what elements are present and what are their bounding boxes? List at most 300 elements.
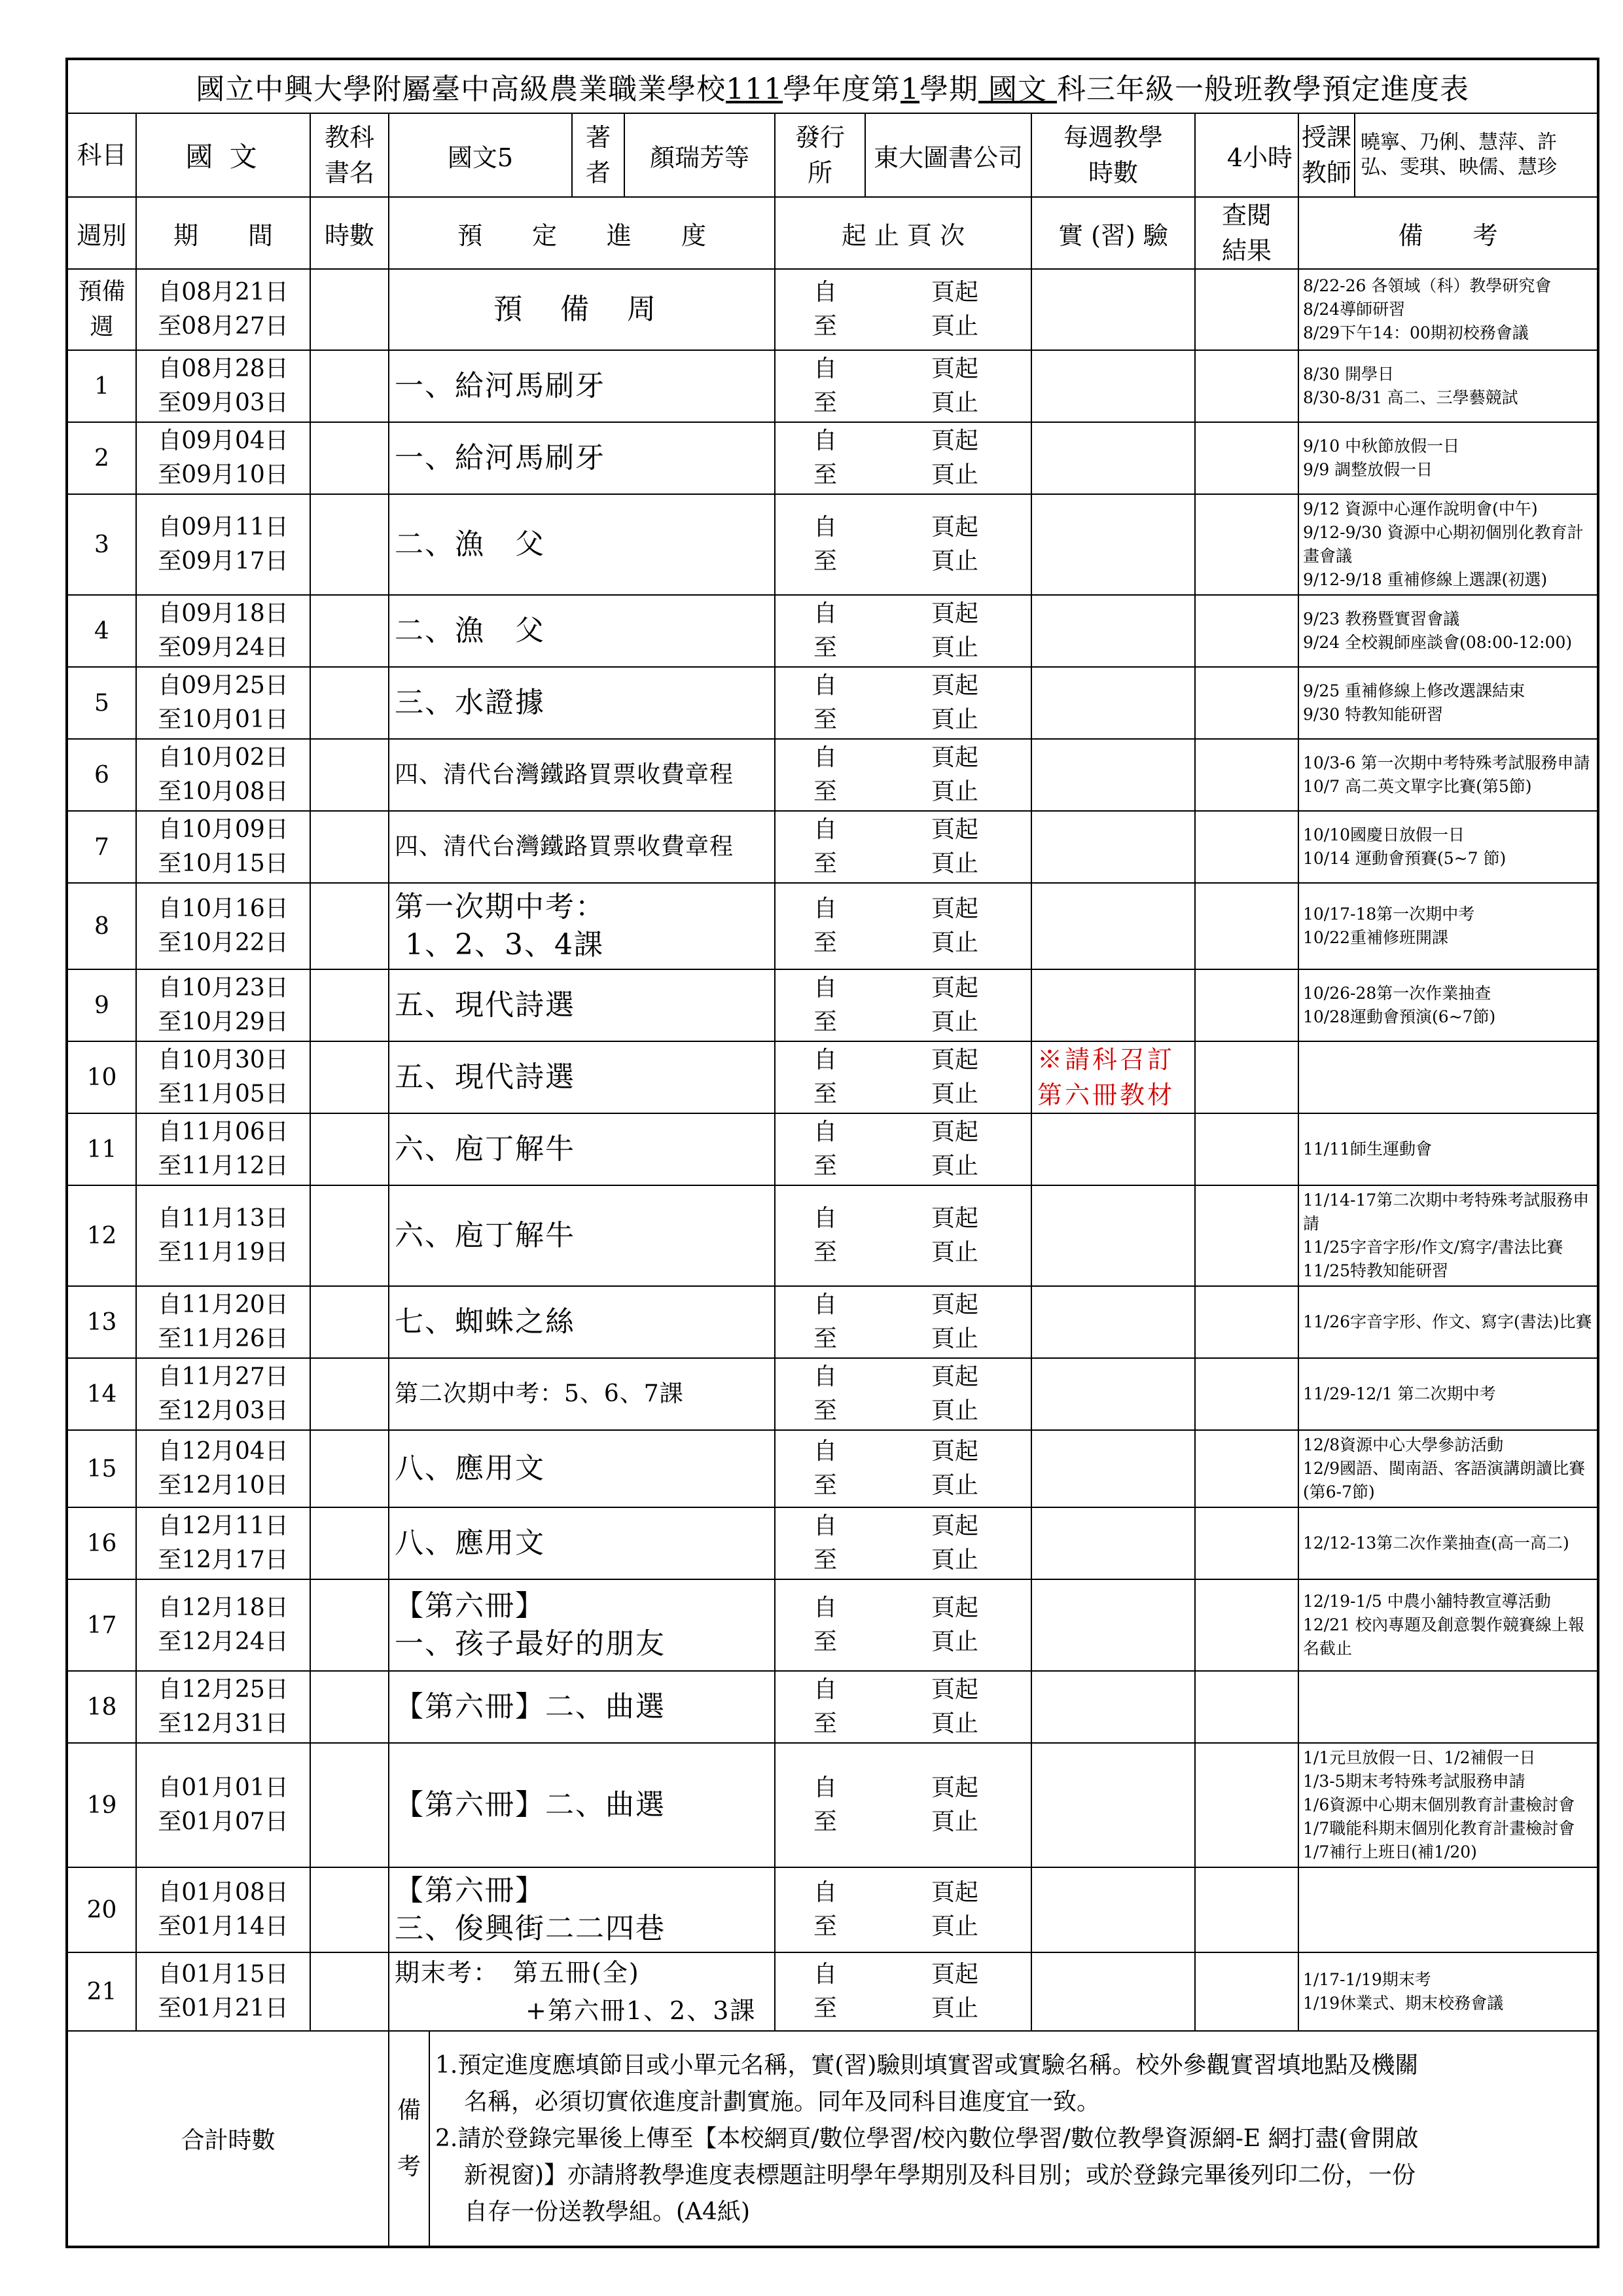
total-hours-label: 合計時數: [67, 2031, 389, 2247]
review-cell[interactable]: [1195, 269, 1298, 350]
pages-cell: [775, 422, 1031, 494]
week-row: [67, 1671, 1598, 1743]
experiment-cell: [1031, 1952, 1195, 2031]
progress-text: 八、應用文: [395, 1452, 545, 1485]
experiment-cell: [1031, 1358, 1195, 1430]
hours-cell[interactable]: [310, 1041, 389, 1113]
period-from: 自09月11日: [158, 514, 289, 541]
page-to: 至 頁止: [813, 1628, 979, 1655]
experiment-cell: [1031, 1185, 1195, 1286]
page-from: 自 頁起: [813, 1676, 979, 1703]
pages-cell: [775, 1579, 1031, 1671]
period-from: 自12月04日: [158, 1438, 289, 1465]
review-cell[interactable]: [1195, 739, 1298, 811]
col-hours: 時數: [310, 197, 389, 269]
page-to: 至 頁止: [813, 706, 979, 733]
progress-cell: [389, 422, 775, 494]
page-to: 至 頁止: [813, 461, 979, 488]
remarks-cell: [1298, 811, 1598, 883]
page-from: 自 頁起: [813, 279, 979, 306]
remarks-cell: [1298, 1430, 1598, 1507]
progress-text: 第二次期中考：5、6、7課: [395, 1380, 684, 1407]
pages-cell: [775, 1867, 1031, 1952]
remark-line: 9/12 資源中心運作說明會(中午): [1303, 499, 1538, 518]
remark-line: 11/11師生運動會: [1303, 1139, 1433, 1158]
review-cell[interactable]: [1195, 1952, 1298, 2031]
remark-line: 9/12-9/30 資源中心期初個別化教育計畫會議: [1303, 523, 1584, 565]
remark-line: 11/14-17第二次期中考特殊考試服務申請: [1303, 1191, 1590, 1233]
week-row: [67, 1867, 1598, 1952]
remark-line: 12/12-13第二次作業抽查(高一高二): [1303, 1534, 1569, 1552]
period-cell: [136, 1430, 310, 1507]
col-period: 期 間: [136, 197, 310, 269]
review-cell[interactable]: [1195, 1185, 1298, 1286]
pages-cell: [775, 969, 1031, 1041]
week-row: [67, 1286, 1598, 1358]
subject-value: 國 文: [136, 113, 310, 197]
remarks-cell: [1298, 1185, 1598, 1286]
progress-text: 七、蜘蛛之絲: [395, 1305, 575, 1338]
week-row: [67, 269, 1598, 350]
period-cell: [136, 1041, 310, 1113]
remark-line: 12/21 校內專題及創意製作競賽線上報名截止: [1303, 1615, 1584, 1658]
week-row: [67, 739, 1598, 811]
progress-cell: [389, 1185, 775, 1286]
hours-cell[interactable]: [310, 1113, 389, 1185]
page-from: 自 頁起: [813, 1363, 979, 1390]
week-number: 20: [67, 1867, 136, 1952]
review-cell[interactable]: [1195, 1507, 1298, 1579]
remark-line: 9/24 全校親師座談會(08:00-12:00): [1303, 633, 1573, 652]
remark-line: 9/23 教務暨實習會議: [1303, 609, 1460, 628]
week-number: 4: [67, 595, 136, 667]
hours-label: 每週教學時數: [1031, 113, 1195, 197]
period-to: 至12月03日: [158, 1397, 289, 1424]
page-to: 至 頁止: [813, 929, 979, 956]
progress-text: 三、水證據: [395, 686, 545, 719]
remarks-cell: [1298, 269, 1598, 350]
col-experiment: 實 (習) 驗: [1031, 197, 1195, 269]
remark-line: 10/3-6 第一次期中考特殊考試服務申請: [1303, 753, 1590, 772]
pages-cell: [775, 1185, 1031, 1286]
period-from: 自10月30日: [158, 1047, 289, 1073]
pages-cell: [775, 811, 1031, 883]
hours-cell[interactable]: [310, 1286, 389, 1358]
page-to: 至 頁止: [813, 778, 979, 805]
col-progress: 預 定 進 度: [389, 197, 775, 269]
progress-cell: [389, 1867, 775, 1952]
title-term: 1: [901, 73, 920, 106]
title-mid: 學年度第: [783, 73, 901, 106]
period-cell: [136, 269, 310, 350]
hours-cell[interactable]: [310, 1579, 389, 1671]
document-title: [67, 59, 1598, 113]
week-number: 12: [67, 1185, 136, 1286]
week-row: [67, 350, 1598, 422]
page-to: 至 頁止: [813, 850, 979, 877]
period-to: 至12月24日: [158, 1628, 289, 1655]
period-cell: [136, 595, 310, 667]
pages-cell: [775, 667, 1031, 739]
week-row: [67, 1579, 1598, 1671]
week-number: 5: [67, 667, 136, 739]
period-from: 自10月02日: [158, 744, 289, 771]
pages-cell: [775, 1671, 1031, 1743]
experiment-cell: [1031, 422, 1195, 494]
page-from: 自 頁起: [813, 427, 979, 454]
progress-cell: [389, 969, 775, 1041]
review-cell[interactable]: [1195, 811, 1298, 883]
period-to: 至10月29日: [158, 1009, 289, 1035]
page-from: 自 頁起: [813, 816, 979, 843]
experiment-cell: [1031, 269, 1195, 350]
period-to: 至11月05日: [158, 1081, 289, 1107]
experiment-cell: [1031, 667, 1195, 739]
hours-cell[interactable]: [310, 739, 389, 811]
week-number: 預備週: [67, 269, 136, 350]
teacher-label: 授課教師: [1298, 113, 1355, 197]
page-to: 至 頁止: [813, 1710, 979, 1737]
remark-line: 1/19休業式、期末校務會議: [1303, 1994, 1504, 2013]
remark-line: 8/29下午14：00期初校務會議: [1303, 323, 1529, 342]
remark-2b: 新視窗)】亦請將教學進度表標題註明學年學期別及科目別；或於登錄完畢後列印二份，一份: [464, 2161, 1416, 2189]
page-from: 自 頁起: [813, 1594, 979, 1621]
page-to: 至 頁止: [813, 1397, 979, 1424]
remarks-cell: [1298, 1867, 1598, 1952]
remark-line: 12/8資源中心大學參訪活動: [1303, 1435, 1504, 1454]
progress-cell: [389, 494, 775, 595]
pages-cell: [775, 1507, 1031, 1579]
week-number: 14: [67, 1358, 136, 1430]
week-row: [67, 1113, 1598, 1185]
progress-cell: [389, 1286, 775, 1358]
hours-cell[interactable]: [310, 1185, 389, 1286]
progress-text: 五、現代詩選: [395, 988, 575, 1022]
week-row: [67, 667, 1598, 739]
period-cell: [136, 1507, 310, 1579]
period-from: 自08月28日: [158, 355, 289, 382]
page-from: 自 頁起: [813, 744, 979, 771]
period-cell: [136, 667, 310, 739]
remark-line: 9/12-9/18 重補修線上選課(初選): [1303, 570, 1548, 589]
period-cell: [136, 1671, 310, 1743]
remark-line: 1/1元旦放假一日、1/2補假一日: [1303, 1748, 1536, 1767]
period-to: 至09月03日: [158, 389, 289, 416]
period-to: 至10月01日: [158, 706, 289, 733]
remark-line: 8/22-26 各領域（科）教學研究會: [1303, 276, 1552, 295]
week-number: 1: [67, 350, 136, 422]
experiment-cell: [1031, 1507, 1195, 1579]
page-from: 自 頁起: [813, 1438, 979, 1465]
experiment-cell: [1031, 1041, 1195, 1113]
period-cell: [136, 1579, 310, 1671]
review-cell[interactable]: [1195, 1743, 1298, 1867]
page-to: 至 頁止: [813, 1547, 979, 1573]
progress-text-2: 三、俊興街二二四巷: [395, 1912, 666, 1945]
review-cell[interactable]: [1195, 494, 1298, 595]
remark-line: 8/24導師研習: [1303, 300, 1406, 319]
remark-2a: 2.請於登錄完畢後上傳至【本校網頁/數位學習/校內數位學習/數位教學資源網-E 網打盡(會開啟: [435, 2125, 1419, 2152]
review-cell[interactable]: [1195, 969, 1298, 1041]
period-from: 自10月16日: [158, 895, 289, 922]
hours-cell[interactable]: [310, 422, 389, 494]
period-cell: [136, 1952, 310, 2031]
progress-cell: [389, 269, 775, 350]
pages-cell: [775, 883, 1031, 969]
pages-cell: [775, 1286, 1031, 1358]
period-from: 自01月01日: [158, 1774, 289, 1801]
progress-cell: [389, 595, 775, 667]
progress-text-2: 一、孩子最好的朋友: [395, 1627, 666, 1660]
progress-cell: [389, 350, 775, 422]
period-from: 自12月11日: [158, 1513, 289, 1539]
week-number: 15: [67, 1430, 136, 1507]
col-review: 查閱結果: [1195, 197, 1298, 269]
progress-text: 一、給河馬刷牙: [395, 369, 605, 403]
progress-cell: [389, 1358, 775, 1430]
remark-line: 1/7職能科期末個別化教育計畫檢討會: [1303, 1819, 1575, 1838]
remark-line: 12/19-1/5 中農小舖特教宣導活動: [1303, 1592, 1551, 1611]
period-to: 至12月31日: [158, 1710, 289, 1737]
teacher-value: 曉寧、乃俐、慧萍、許弘、雯琪、映儒、慧珍: [1355, 113, 1598, 197]
page-from: 自 頁起: [813, 672, 979, 699]
period-cell: [136, 1185, 310, 1286]
progress-text: 【第六冊】: [395, 1874, 545, 1907]
period-to: 至10月22日: [158, 929, 289, 956]
pages-cell: [775, 494, 1031, 595]
title-suffix: 科三年級一般班教學預定進度表: [1057, 73, 1470, 106]
remark-label: 備考: [389, 2031, 429, 2247]
progress-text: 【第六冊】: [395, 1589, 545, 1623]
title-subject: 國文: [978, 73, 1058, 106]
remark-line: 1/6資源中心期末個別教育計畫檢討會: [1303, 1795, 1575, 1814]
remark-line: 10/17-18第一次期中考: [1303, 905, 1475, 924]
review-cell[interactable]: [1195, 1286, 1298, 1358]
period-from: 自11月06日: [158, 1119, 289, 1145]
hours-cell[interactable]: [310, 350, 389, 422]
week-number: 9: [67, 969, 136, 1041]
period-from: 自12月25日: [158, 1676, 289, 1703]
page-to: 至 頁止: [813, 1239, 979, 1266]
period-cell: [136, 739, 310, 811]
period-from: 自11月20日: [158, 1291, 289, 1318]
remarks-cell: [1298, 1358, 1598, 1430]
progress-text: 【第六冊】二、曲選: [395, 1690, 666, 1723]
review-cell[interactable]: [1195, 422, 1298, 494]
period-from: 自01月08日: [158, 1879, 289, 1906]
progress-text: 預 備 周: [493, 293, 670, 326]
remark-line: 10/26-28第一次作業抽查: [1303, 984, 1491, 1003]
progress-cell: [389, 1113, 775, 1185]
hours-cell[interactable]: [310, 1867, 389, 1952]
experiment-text-2: 第六冊教材: [1037, 1081, 1175, 1109]
week-row: [67, 1358, 1598, 1430]
page-to: 至 頁止: [813, 548, 979, 575]
pages-cell: [775, 350, 1031, 422]
review-cell[interactable]: [1195, 667, 1298, 739]
author-value: 顏瑞芳等: [624, 113, 775, 197]
period-from: 自09月25日: [158, 672, 289, 699]
period-to: 至10月08日: [158, 778, 289, 805]
remarks-cell: [1298, 1113, 1598, 1185]
page-from: 自 頁起: [813, 975, 979, 1001]
remarks-cell: [1298, 883, 1598, 969]
experiment-cell: [1031, 494, 1195, 595]
page-to: 至 頁止: [813, 389, 979, 416]
page-from: 自 頁起: [813, 1205, 979, 1232]
progress-cell: [389, 1743, 775, 1867]
week-number: 2: [67, 422, 136, 494]
remarks-cell: [1298, 1286, 1598, 1358]
hours-cell[interactable]: [310, 1507, 389, 1579]
period-to: 至01月07日: [158, 1808, 289, 1835]
hours-cell[interactable]: [310, 269, 389, 350]
experiment-cell: [1031, 1743, 1195, 1867]
week-number: 6: [67, 739, 136, 811]
hours-cell[interactable]: [310, 1743, 389, 1867]
week-number: 16: [67, 1507, 136, 1579]
week-row: [67, 811, 1598, 883]
progress-text-2: 1、2、3、4課: [395, 928, 604, 961]
progress-text: 二、漁 父: [395, 528, 545, 561]
hours-cell[interactable]: [310, 1358, 389, 1430]
remark-line: 8/30-8/31 高二、三學藝競試: [1303, 388, 1518, 407]
progress-text: 第一次期中考：: [395, 890, 605, 924]
progress-text: 四、清代台灣鐵路買票收費章程: [395, 761, 734, 788]
progress-text: 二、漁 父: [395, 614, 545, 647]
page-to: 至 頁止: [813, 313, 979, 340]
review-cell[interactable]: [1195, 1041, 1298, 1113]
remark-line: 10/22重補修班開課: [1303, 928, 1449, 947]
pages-cell: [775, 1113, 1031, 1185]
remark-line: 11/25特教知能研習: [1303, 1261, 1449, 1280]
hours-cell[interactable]: [310, 1671, 389, 1743]
progress-text-2: +第六冊1、2、3課: [395, 1996, 757, 2025]
remark-line: 12/9國語、閩南語、客語演講朗讀比賽(第6-7節): [1303, 1459, 1586, 1501]
review-cell[interactable]: [1195, 350, 1298, 422]
review-cell[interactable]: [1195, 1867, 1298, 1952]
page-to: 至 頁止: [813, 1009, 979, 1035]
hours-cell[interactable]: [310, 883, 389, 969]
remark-line: 9/25 重補修線上修改選課結束: [1303, 681, 1525, 700]
period-to: 至01月14日: [158, 1913, 289, 1940]
remark-line: 11/26字音字形、作文、寫字(書法)比賽: [1303, 1312, 1592, 1331]
experiment-cell: [1031, 1867, 1195, 1952]
experiment-cell: [1031, 1579, 1195, 1671]
hours-cell[interactable]: [310, 667, 389, 739]
period-from: 自01月15日: [158, 1961, 289, 1988]
page-from: 自 頁起: [813, 1879, 979, 1906]
remark-line: 10/7 高二英文單字比賽(第5節): [1303, 777, 1532, 796]
hours-value: 4小時: [1195, 113, 1298, 197]
review-cell[interactable]: [1195, 1671, 1298, 1743]
remark-line: 9/10 中秋節放假一日: [1303, 437, 1460, 456]
week-row: [67, 595, 1598, 667]
page-from: 自 頁起: [813, 1774, 979, 1801]
remarks-cell: [1298, 350, 1598, 422]
page-from: 自 頁起: [813, 1119, 979, 1145]
period-cell: [136, 350, 310, 422]
remark-line: 10/14 運動會預賽(5~7 節): [1303, 849, 1507, 868]
remark-1a: 1.預定進度應填節目或小單元名稱，實(習)驗則填實習或實驗名稱。校外參觀實習填地點及機關: [435, 2051, 1419, 2079]
hours-cell[interactable]: [310, 595, 389, 667]
hours-cell[interactable]: [310, 1952, 389, 2031]
period-from: 自09月04日: [158, 427, 289, 454]
page-from: 自 頁起: [813, 355, 979, 382]
remarks-cell: [1298, 1041, 1598, 1113]
pages-cell: [775, 269, 1031, 350]
progress-text: 八、應用文: [395, 1526, 545, 1560]
period-from: 自10月23日: [158, 975, 289, 1001]
period-to: 至11月12日: [158, 1153, 289, 1179]
review-cell[interactable]: [1195, 1430, 1298, 1507]
remark-line: 11/25字音字形/作文/寫字/書法比賽: [1303, 1238, 1563, 1257]
period-to: 至01月21日: [158, 1995, 289, 2022]
pages-cell: [775, 739, 1031, 811]
remark-2c: 自存一份送教學組。(A4紙): [464, 2198, 750, 2225]
remarks-cell: [1298, 739, 1598, 811]
experiment-cell: [1031, 1286, 1195, 1358]
review-cell[interactable]: [1195, 883, 1298, 969]
review-cell[interactable]: [1195, 1579, 1298, 1671]
remark-line: 9/30 特教知能研習: [1303, 705, 1444, 724]
subject-label: 科目: [67, 113, 136, 197]
experiment-text: ※請科召訂: [1037, 1045, 1175, 1074]
progress-cell: [389, 667, 775, 739]
progress-cell: [389, 883, 775, 969]
progress-cell: [389, 739, 775, 811]
experiment-cell: [1031, 1430, 1195, 1507]
experiment-cell: [1031, 883, 1195, 969]
review-cell[interactable]: [1195, 1113, 1298, 1185]
review-cell[interactable]: [1195, 1358, 1298, 1430]
page-to: 至 頁止: [813, 1995, 979, 2022]
week-row: [67, 494, 1598, 595]
remarks-cell: [1298, 1507, 1598, 1579]
week-number: 17: [67, 1579, 136, 1671]
week-number: 10: [67, 1041, 136, 1113]
remark-line: 1/7補行上班日(補1/20): [1303, 1842, 1477, 1861]
title-term-suffix: 學期: [919, 73, 979, 106]
week-row: [67, 1952, 1598, 2031]
progress-text: 六、庖丁解牛: [395, 1219, 575, 1252]
remarks-cell: [1298, 667, 1598, 739]
col-remarks: 備 考: [1298, 197, 1598, 269]
hours-cell[interactable]: [310, 969, 389, 1041]
period-cell: [136, 422, 310, 494]
review-cell[interactable]: [1195, 595, 1298, 667]
remark-1b: 名稱，必須切實依進度計劃實施。同年及同科目進度宜一致。: [464, 2088, 1101, 2115]
page-to: 至 頁止: [813, 634, 979, 661]
week-row: [67, 883, 1598, 969]
author-label: 著者: [572, 113, 624, 197]
remarks-cell: [1298, 422, 1598, 494]
remarks-cell: [1298, 494, 1598, 595]
remark-line: 9/9 調整放假一日: [1303, 460, 1433, 479]
remarks-cell: [1298, 1579, 1598, 1671]
hours-cell[interactable]: [310, 1430, 389, 1507]
hours-cell[interactable]: [310, 494, 389, 595]
progress-cell: [389, 1041, 775, 1113]
page-from: 自 頁起: [813, 1047, 979, 1073]
col-week: 週別: [67, 197, 136, 269]
schedule-table: [65, 58, 1599, 2248]
experiment-cell: [1031, 969, 1195, 1041]
experiment-cell: [1031, 1113, 1195, 1185]
progress-cell: [389, 1507, 775, 1579]
week-row: [67, 1185, 1598, 1286]
hours-cell[interactable]: [310, 811, 389, 883]
